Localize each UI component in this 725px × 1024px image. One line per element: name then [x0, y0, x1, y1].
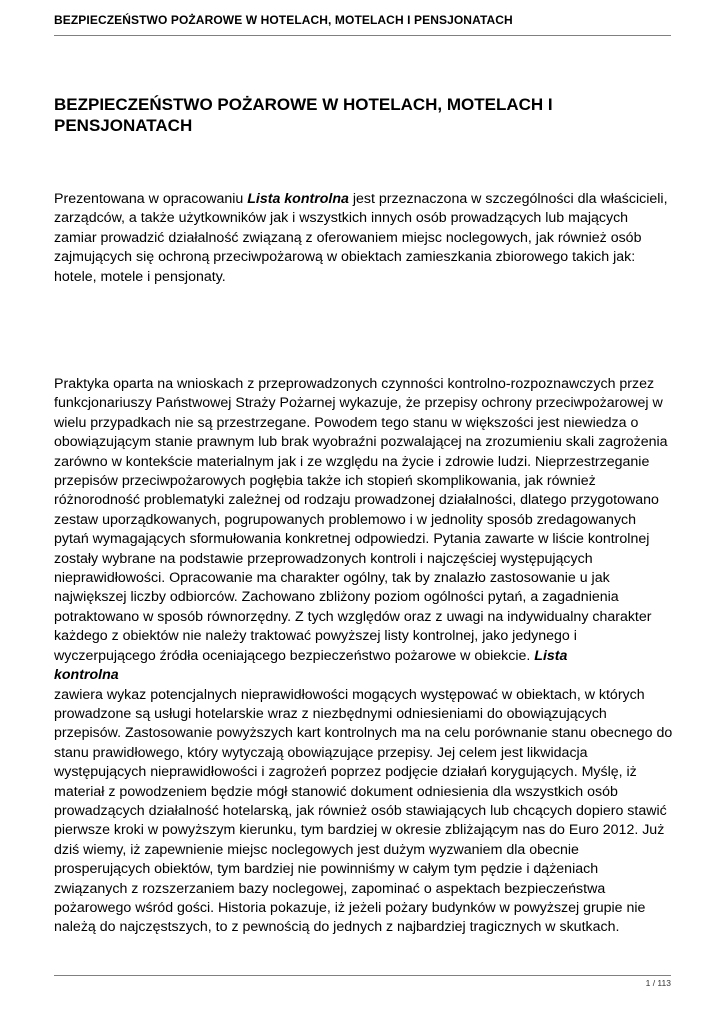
intro-emphasis: Lista kontrolna: [247, 191, 349, 207]
document-title-line-2: PENSJONATACH: [54, 116, 193, 135]
body-emphasis-line-1: Lista: [534, 647, 568, 664]
intro-text-start: Prezentowana w opracowaniu: [54, 191, 248, 207]
document-title-line-1: BEZPIECZEŃSTWO POŻAROWE W HOTELACH, MOTELACH I: [54, 95, 553, 114]
intro-paragraph: [54, 190, 674, 287]
body-text-part-2: zawiera wykaz potencjalnych nieprawidłowości mogących występować w obiektach, w których prowadzone są usługi hotelarskie wraz z niezbędnymi odniesieniami do obowiązujących przepisów. Zastosowanie powyższych kart kontrolnych ma na celu porównanie stanu obecnego do stanu prawidłowego, który wytyczają obowiązujące przepisy. Jej celem jest likwidacja występujących nieprawidłowości i zagrożeń poprzez podjęcie działań korygujących. Myślę, iż materiał z powodzeniem będzie mógł stanowić dokument odniesienia dla wszystkich osób prowadzących działalność hotelarską, jak również osób stawiających lub chcących dopiero stawić pierwsze kroki w powyższym kierunku, tym bardziej w okresie zbliżającym nas do Euro 2012. Już dziś wiemy, iż zapewnienie miejsc noclegowych jest dużym wyzwaniem dla obecnie prosperujących obiektów, tym bardziej nie powinniśmy w całym tym pędzie i dążeniach związanych z rozszerzaniem bazy noclegowej, zapominać o aspektach bezpieczeństwa pożarowego wśród gości. Historia pokazuje, iż jeżeli pożary budynków w powyższej grupie nie należą do najczęstszych, to z pewnością do jednych z najbardziej tragicznych w skutkach.: [54, 686, 673, 936]
body-emphasis-line-2: kontrolna: [54, 667, 119, 684]
intro-text-end: jest przeznaczona w szczególności dla właścicieli, zarządców, a także użytkowników jak i wszystkich innych osób prowadzących lub mających zamiar prowadzić działalność związaną z oferowaniem miejsc noclegowych, jak również osób zajmujących się ochroną przeciwpożarową w obiektach zamieszkania zbiorowego takich jak: hotele, motele i pensjonaty.: [54, 191, 668, 285]
footer-divider: [54, 975, 671, 976]
body-text-part-1: Praktyka oparta na wnioskach z przeprowadzonych czynności kontrolno-rozpoznawczych przez funkcjonariuszy Państwowej Straży Pożarnej wykazuje, że przepisy ochrony przeciwpożarowej w wielu przypadkach nie są przestrzegane. Powodem tego stanu w większości jest niewiedza o obowiązującym stanie prawnym lub brak wyobraźni pozwalającej na zrozumieniu skali zagrożenia zarówno w kontekście materialnym jak i ze względu na życie i zdrowie ludzi. Nieprzestrzeganie przepisów przeciwpożarowych pogłębia także ich stopień skomplikowania, jak również różnorodność problematyki zależnej od rodzaju prowadzonej działalności, dlatego przygotowano zestaw uporządkowanych, pogrupowanych problemowo i w jednolity sposób zredagowanych pytań wymagających sformułowania konkretnej odpowiedzi. Pytania zawarte w liście kontrolnej zostały wybrane na podstawie przeprowadzonych kontroli i najczęściej występujących nieprawidłowości. Opracowanie ma charakter ogólny, tak by znalazło zastosowanie u jak największej liczby odbiorców. Zachowano zbliżony poziom ogólności pytań, a zagadnienia potraktowano w sposób równorzędny. Z tych względów oraz z uwagi na indywidualny charakter każdego z obiektów nie należy traktować powyższej listy kontrolnej, jako jedynego i wyczerpującego źródła oceniającego bezpieczeństwo pożarowe w obiekcie.: [54, 376, 668, 664]
body-paragraph: [54, 375, 674, 938]
running-header: BEZPIECZEŃSTWO POŻAROWE W HOTELACH, MOTELACH I PENSJONATACH: [54, 13, 513, 27]
page-indicator: 1 / 113: [645, 978, 671, 988]
header-divider: [54, 35, 671, 36]
document-title: [54, 94, 614, 136]
